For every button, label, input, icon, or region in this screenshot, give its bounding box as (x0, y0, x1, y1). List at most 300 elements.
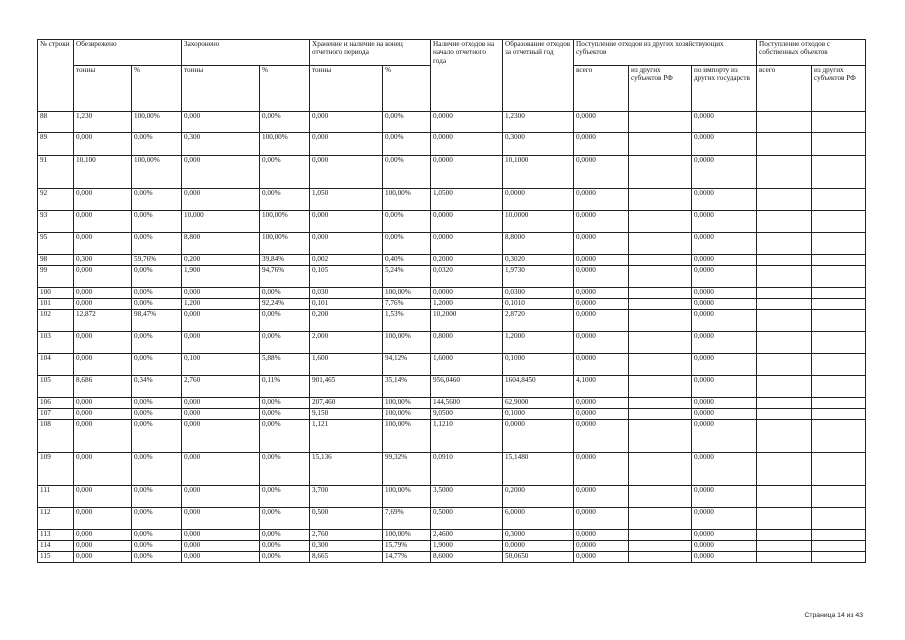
table-cell-p2: 100,00% (260, 133, 310, 156)
table-cell-imp: 0,0000 (692, 376, 757, 398)
table-cell-p3: 7,76% (383, 299, 431, 310)
table-cell-ownrf (812, 453, 866, 486)
table-cell-start: 0,5000 (431, 508, 503, 530)
header-inflow-own: Поступление отходов с собственных объектов (757, 40, 866, 66)
table-cell-imp: 0,0000 (692, 530, 757, 541)
table-cell-p2: 0,00% (260, 398, 310, 409)
table-cell-imp: 0,0000 (692, 112, 757, 133)
table-cell-n: 109 (38, 453, 74, 486)
table-cell-t3: 2,760 (310, 530, 383, 541)
table-cell-start: 0,0910 (431, 453, 503, 486)
table-row (38, 233, 866, 255)
table-cell-p2: 0,00% (260, 420, 310, 453)
table-cell-rf (629, 420, 692, 453)
table-cell-start: 10,2000 (431, 310, 503, 332)
table-cell-ownrf (812, 211, 866, 233)
table-cell-own (757, 233, 812, 255)
table-cell-p1: 0,00% (132, 189, 182, 211)
table-cell-own (757, 189, 812, 211)
table-cell-p1: 0,34% (132, 376, 182, 398)
table-cell-t1: 0,000 (74, 354, 132, 376)
table-cell-total: 0,0000 (574, 299, 629, 310)
table-cell-total: 0,0000 (574, 354, 629, 376)
table-cell-t1: 0,000 (74, 486, 132, 508)
table-cell-t1: 12,872 (74, 310, 132, 332)
table-cell-imp: 0,0000 (692, 233, 757, 255)
table-cell-p3: 100,00% (383, 398, 431, 409)
table-cell-p3: 0,00% (383, 233, 431, 255)
table-cell-p1: 0,00% (132, 453, 182, 486)
table-cell-n: 113 (38, 530, 74, 541)
table-row (38, 530, 866, 541)
table-cell-t2: 0,000 (182, 552, 260, 563)
table-cell-form: 1604,8450 (503, 376, 574, 398)
table-cell-ownrf (812, 530, 866, 541)
table-cell-n: 104 (38, 354, 74, 376)
table-cell-own (757, 266, 812, 288)
table-row (38, 133, 866, 156)
table-cell-ownrf (812, 354, 866, 376)
table-cell-ownrf (812, 332, 866, 354)
table-cell-start: 1,9000 (431, 541, 503, 552)
table-cell-own (757, 398, 812, 409)
table-cell-form: 2,8720 (503, 310, 574, 332)
table-cell-form: 0,1000 (503, 409, 574, 420)
table-cell-rf (629, 310, 692, 332)
table-cell-form: 0,3020 (503, 255, 574, 266)
table-cell-imp: 0,0000 (692, 133, 757, 156)
table-cell-own (757, 376, 812, 398)
table-cell-p3: 100,00% (383, 420, 431, 453)
table-cell-t2: 0,000 (182, 486, 260, 508)
table-cell-form: 50,0650 (503, 552, 574, 563)
table-cell-start: 8,6000 (431, 552, 503, 563)
table-cell-p1: 0,00% (132, 354, 182, 376)
table-row (38, 310, 866, 332)
header-percent: % (132, 66, 182, 112)
table-cell-start: 144,5600 (431, 398, 503, 409)
table-cell-total: 0,0000 (574, 156, 629, 189)
table-cell-own (757, 156, 812, 189)
table-row (38, 409, 866, 420)
table-cell-p3: 100,00% (383, 332, 431, 354)
table-cell-t1: 0,000 (74, 420, 132, 453)
table-row (38, 112, 866, 133)
table-cell-p2: 0,00% (260, 552, 310, 563)
table-cell-own (757, 310, 812, 332)
table-cell-form: 10,0000 (503, 211, 574, 233)
table-cell-start: 1,2000 (431, 299, 503, 310)
table-cell-own (757, 508, 812, 530)
table-cell-own (757, 541, 812, 552)
table-cell-p2: 0,00% (260, 508, 310, 530)
table-cell-t2: 0,000 (182, 508, 260, 530)
table-cell-ownrf (812, 398, 866, 409)
table-cell-p2: 92,24% (260, 299, 310, 310)
table-cell-p2: 100,00% (260, 211, 310, 233)
table-cell-imp: 0,0000 (692, 409, 757, 420)
table-cell-start: 3,5000 (431, 486, 503, 508)
table-cell-p2: 0,00% (260, 189, 310, 211)
table-cell-n: 93 (38, 211, 74, 233)
table-cell-rf (629, 266, 692, 288)
table-cell-own (757, 288, 812, 299)
header-total: всего (574, 66, 629, 112)
table-cell-p2: 0,11% (260, 376, 310, 398)
table-cell-t3: 901,465 (310, 376, 383, 398)
header-tons: тонны (182, 66, 260, 112)
table-cell-rf (629, 112, 692, 133)
table-cell-imp: 0,0000 (692, 453, 757, 486)
table-cell-t3: 0,105 (310, 266, 383, 288)
table-cell-n: 100 (38, 288, 74, 299)
table-cell-p3: 94,12% (383, 354, 431, 376)
table-cell-rf (629, 255, 692, 266)
table-cell-n: 114 (38, 541, 74, 552)
table-cell-t1: 0,000 (74, 211, 132, 233)
table-cell-ownrf (812, 541, 866, 552)
table-cell-t3: 0,101 (310, 299, 383, 310)
table-cell-rf (629, 453, 692, 486)
table-cell-p2: 0,00% (260, 453, 310, 486)
table-cell-t3: 1,600 (310, 354, 383, 376)
table-cell-p1: 0,00% (132, 299, 182, 310)
table-cell-t3: 0,030 (310, 288, 383, 299)
table-cell-start: 9,0500 (431, 409, 503, 420)
table-cell-t1: 0,000 (74, 299, 132, 310)
table-cell-p2: 0,00% (260, 541, 310, 552)
table-cell-form: 15,1480 (503, 453, 574, 486)
table-cell-n: 102 (38, 310, 74, 332)
table-cell-imp: 0,0000 (692, 486, 757, 508)
header-tons: тонны (310, 66, 383, 112)
table-cell-form: 1,2300 (503, 112, 574, 133)
table-cell-p2: 0,00% (260, 112, 310, 133)
table-cell-form: 0,2000 (503, 486, 574, 508)
table-cell-t3: 0,200 (310, 310, 383, 332)
table-cell-t1: 1,230 (74, 112, 132, 133)
table-cell-rf (629, 189, 692, 211)
table-cell-p3: 1,53% (383, 310, 431, 332)
table-cell-p3: 0,00% (383, 133, 431, 156)
table-cell-t1: 0,000 (74, 288, 132, 299)
table-cell-n: 101 (38, 299, 74, 310)
table-cell-t3: 2,000 (310, 332, 383, 354)
table-cell-p2: 0,00% (260, 530, 310, 541)
table-cell-t2: 0,100 (182, 354, 260, 376)
table-cell-p1: 59,76% (132, 255, 182, 266)
table-cell-imp: 0,0000 (692, 332, 757, 354)
table-cell-total: 0,0000 (574, 420, 629, 453)
table-cell-start: 0,0000 (431, 133, 503, 156)
table-cell-t2: 0,000 (182, 409, 260, 420)
table-cell-form: 0,0000 (503, 420, 574, 453)
table-cell-t3: 8,665 (310, 552, 383, 563)
table-cell-form: 6,0000 (503, 508, 574, 530)
table-cell-p1: 100,00% (132, 112, 182, 133)
table-cell-t1: 0,000 (74, 398, 132, 409)
table-cell-ownrf (812, 255, 866, 266)
header-neutralized: Обезврежено (74, 40, 182, 66)
table-cell-imp: 0,0000 (692, 266, 757, 288)
table-cell-ownrf (812, 112, 866, 133)
table-cell-rf (629, 486, 692, 508)
table-cell-t2: 0,000 (182, 332, 260, 354)
table-cell-imp: 0,0000 (692, 211, 757, 233)
table-cell-form: 0,3000 (503, 133, 574, 156)
table-cell-p3: 7,69% (383, 508, 431, 530)
table-cell-imp: 0,0000 (692, 354, 757, 376)
table-cell-p1: 0,00% (132, 552, 182, 563)
table-cell-t1: 0,000 (74, 266, 132, 288)
table-cell-start: 1,6000 (431, 354, 503, 376)
table-cell-own (757, 112, 812, 133)
table-cell-rf (629, 288, 692, 299)
table-cell-rf (629, 354, 692, 376)
table-cell-t2: 1,900 (182, 266, 260, 288)
table-row (38, 354, 866, 376)
table-cell-total: 0,0000 (574, 552, 629, 563)
table-cell-p1: 0,00% (132, 266, 182, 288)
table-cell-imp: 0,0000 (692, 189, 757, 211)
table-cell-ownrf (812, 299, 866, 310)
header-from-other-subjects: из других субъектов РФ (812, 66, 866, 112)
table-cell-p1: 0,00% (132, 420, 182, 453)
header-inflow-other: Поступление отходов из других хозяйствующих субъектов (574, 40, 757, 66)
table-cell-p2: 5,88% (260, 354, 310, 376)
table-cell-p3: 14,77% (383, 552, 431, 563)
table-cell-ownrf (812, 233, 866, 255)
table-cell-own (757, 552, 812, 563)
table-cell-t1: 0,300 (74, 255, 132, 266)
table-cell-p1: 0,00% (132, 508, 182, 530)
table-cell-total: 0,0000 (574, 409, 629, 420)
table-cell-t2: 0,300 (182, 133, 260, 156)
table-cell-p2: 0,00% (260, 486, 310, 508)
table-cell-p2: 0,00% (260, 332, 310, 354)
table-cell-n: 99 (38, 266, 74, 288)
table-cell-p3: 0,00% (383, 211, 431, 233)
table-cell-t2: 0,000 (182, 530, 260, 541)
table-cell-t3: 207,460 (310, 398, 383, 409)
table-cell-t3: 0,000 (310, 233, 383, 255)
table-cell-rf (629, 233, 692, 255)
table-cell-own (757, 420, 812, 453)
header-start-presence: Наличие отходов на начало отчетного года (431, 40, 503, 112)
table-cell-p3: 15,79% (383, 541, 431, 552)
table-cell-total: 0,0000 (574, 486, 629, 508)
table-cell-t1: 0,000 (74, 530, 132, 541)
table-cell-n: 115 (38, 552, 74, 563)
header-total: всего (757, 66, 812, 112)
table-cell-total: 0,0000 (574, 189, 629, 211)
table-cell-own (757, 530, 812, 541)
table-cell-form: 1,2000 (503, 332, 574, 354)
table-cell-t2: 0,000 (182, 288, 260, 299)
table-cell-imp: 0,0000 (692, 255, 757, 266)
table-cell-t1: 0,000 (74, 409, 132, 420)
table-row (38, 189, 866, 211)
table-cell-ownrf (812, 552, 866, 563)
header-tons: тонны (74, 66, 132, 112)
table-row (38, 552, 866, 563)
table-cell-t1: 0,000 (74, 552, 132, 563)
table-cell-p1: 0,00% (132, 133, 182, 156)
table-cell-start: 0,0320 (431, 266, 503, 288)
table-cell-form: 62,9000 (503, 398, 574, 409)
table-cell-p3: 35,14% (383, 376, 431, 398)
table-row (38, 398, 866, 409)
table-cell-start: 0,0000 (431, 233, 503, 255)
table-cell-ownrf (812, 310, 866, 332)
table-cell-start: 0,2000 (431, 255, 503, 266)
table-cell-t3: 0,000 (310, 211, 383, 233)
table-cell-p1: 0,00% (132, 332, 182, 354)
table-cell-n: 105 (38, 376, 74, 398)
table-cell-p2: 0,00% (260, 409, 310, 420)
table-cell-t3: 9,150 (310, 409, 383, 420)
table-cell-ownrf (812, 288, 866, 299)
table-cell-p1: 0,00% (132, 530, 182, 541)
table-cell-t1: 0,000 (74, 453, 132, 486)
table-cell-n: 88 (38, 112, 74, 133)
table-cell-own (757, 211, 812, 233)
header-row-1 (38, 40, 866, 66)
table-cell-total: 0,0000 (574, 398, 629, 409)
table-cell-imp: 0,0000 (692, 299, 757, 310)
table-cell-rf (629, 376, 692, 398)
table-cell-p3: 100,00% (383, 288, 431, 299)
table-cell-start: 956,0460 (431, 376, 503, 398)
table-cell-p3: 0,00% (383, 156, 431, 189)
table-cell-own (757, 486, 812, 508)
table-cell-form: 0,1000 (503, 354, 574, 376)
table-cell-own (757, 255, 812, 266)
report-table (37, 39, 866, 563)
header-storage: Хранение и наличие на конец отчетного периода (310, 40, 431, 66)
table-cell-n: 106 (38, 398, 74, 409)
table-cell-t1: 0,000 (74, 233, 132, 255)
table-cell-p1: 98,47% (132, 310, 182, 332)
table-cell-n: 91 (38, 156, 74, 189)
table-cell-total: 0,0000 (574, 112, 629, 133)
table-cell-p1: 0,00% (132, 541, 182, 552)
table-cell-p3: 100,00% (383, 486, 431, 508)
table-cell-start: 0,8000 (431, 332, 503, 354)
header-from-other-subjects: из других субъектов РФ (629, 66, 692, 112)
table-cell-n: 108 (38, 420, 74, 453)
table-cell-p2: 0,00% (260, 288, 310, 299)
table-row (38, 255, 866, 266)
table-cell-form: 0,1010 (503, 299, 574, 310)
table-cell-total: 0,0000 (574, 530, 629, 541)
table-cell-t2: 8,800 (182, 233, 260, 255)
table-cell-t2: 0,000 (182, 189, 260, 211)
table-cell-form: 0,0000 (503, 541, 574, 552)
table-cell-rf (629, 211, 692, 233)
table-cell-t2: 0,000 (182, 541, 260, 552)
table-cell-p1: 100,00% (132, 156, 182, 189)
table-cell-form: 10,1000 (503, 156, 574, 189)
table-cell-start: 0,0000 (431, 211, 503, 233)
table-cell-total: 0,0000 (574, 211, 629, 233)
table-cell-ownrf (812, 189, 866, 211)
table-cell-ownrf (812, 420, 866, 453)
table-cell-imp: 0,0000 (692, 552, 757, 563)
table-cell-n: 112 (38, 508, 74, 530)
table-cell-t1: 10,100 (74, 156, 132, 189)
table-cell-rf (629, 552, 692, 563)
table-cell-rf (629, 398, 692, 409)
table-cell-ownrf (812, 266, 866, 288)
table-body (38, 112, 866, 563)
table-cell-start: 2,4600 (431, 530, 503, 541)
table-row (38, 156, 866, 189)
table-cell-t3: 0,000 (310, 156, 383, 189)
table-cell-rf (629, 299, 692, 310)
table-cell-t1: 0,000 (74, 541, 132, 552)
table-cell-rf (629, 541, 692, 552)
table-cell-ownrf (812, 486, 866, 508)
header-percent: % (260, 66, 310, 112)
table-cell-ownrf (812, 133, 866, 156)
table-cell-t1: 0,000 (74, 133, 132, 156)
table-cell-imp: 0,0000 (692, 508, 757, 530)
table-cell-ownrf (812, 376, 866, 398)
table-cell-rf (629, 508, 692, 530)
table-cell-p1: 0,00% (132, 211, 182, 233)
table-cell-p3: 5,24% (383, 266, 431, 288)
table-cell-own (757, 409, 812, 420)
table-row (38, 332, 866, 354)
table-cell-n: 95 (38, 233, 74, 255)
table-cell-t2: 0,200 (182, 255, 260, 266)
table-cell-t2: 0,000 (182, 156, 260, 189)
table-cell-p3: 100,00% (383, 189, 431, 211)
table-cell-total: 4,1000 (574, 376, 629, 398)
table-row (38, 211, 866, 233)
table-cell-t2: 2,760 (182, 376, 260, 398)
table-row (38, 541, 866, 552)
table-cell-ownrf (812, 409, 866, 420)
table-cell-t3: 0,300 (310, 541, 383, 552)
table-cell-n: 103 (38, 332, 74, 354)
table-cell-p2: 94,76% (260, 266, 310, 288)
table-cell-n: 89 (38, 133, 74, 156)
table-cell-total: 0,0000 (574, 266, 629, 288)
table-cell-rf (629, 409, 692, 420)
table-cell-own (757, 133, 812, 156)
table-cell-n: 92 (38, 189, 74, 211)
table-cell-total: 0,0000 (574, 233, 629, 255)
table-cell-p1: 0,00% (132, 409, 182, 420)
table-cell-total: 0,0000 (574, 541, 629, 552)
table-cell-t3: 1,121 (310, 420, 383, 453)
table-cell-t1: 0,000 (74, 189, 132, 211)
table-cell-t2: 0,000 (182, 398, 260, 409)
table-cell-total: 0,0000 (574, 255, 629, 266)
table-cell-t1: 0,000 (74, 508, 132, 530)
table-cell-t3: 0,000 (310, 112, 383, 133)
table-cell-total: 0,0000 (574, 310, 629, 332)
table-cell-rf (629, 332, 692, 354)
table-cell-p2: 0,00% (260, 156, 310, 189)
table-cell-n: 111 (38, 486, 74, 508)
table-cell-rf (629, 530, 692, 541)
header-formation: Образование отходов за отчетный год (503, 40, 574, 112)
table-cell-t3: 0,000 (310, 133, 383, 156)
table-cell-total: 0,0000 (574, 133, 629, 156)
